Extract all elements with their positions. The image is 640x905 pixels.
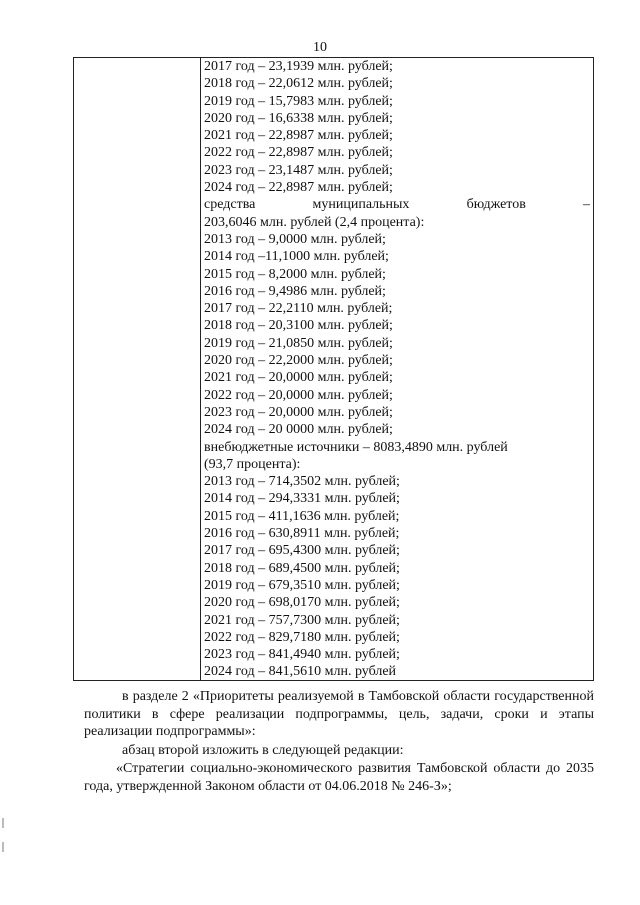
municipal-line: 2024 год – 20 0000 млн. рублей; [204, 422, 393, 438]
municipal-line: 2023 год – 20,0000 млн. рублей; [204, 404, 393, 420]
funding-cell [204, 58, 590, 681]
municipal-line: 2022 год – 20,0000 млн. рублей; [204, 387, 393, 403]
municipal-line: 2018 год – 20,3100 млн. рублей; [204, 318, 393, 334]
extra-budget-line: 2016 год – 630,8911 млн. рублей; [204, 526, 400, 542]
extra-budget-line: 2020 год – 698,0170 млн. рублей; [204, 595, 400, 611]
municipal-heading-word: – [583, 197, 590, 213]
strategy-paragraph: «Стратегии социально-экономического развития Тамбовской области до 2035 года, утвержденной Законом области от 04.06.2018 № 246-З»; [84, 761, 594, 794]
municipal-heading-word: бюджетов [466, 197, 526, 213]
funding-line: 2020 год – 16,6338 млн. рублей; [204, 110, 393, 126]
table-column-divider [200, 58, 201, 680]
funding-line: 2021 год – 22,8987 млн. рублей; [204, 128, 393, 144]
extra-budget-heading: внебюджетные источники – 8083,4890 млн. рублей [204, 439, 508, 455]
scan-margin-mark [2, 842, 4, 852]
section-2-paragraph: в разделе 2 «Приоритеты реализуемой в Тамбовской области государственной политики в сфере реализации подпрограммы, цель, задачи, сроки и этапы реализации подпрограммы»: [84, 689, 594, 739]
funding-line: 2023 год – 23,1487 млн. рублей; [204, 162, 393, 178]
extra-budget-line: 2019 год – 679,3510 млн. рублей; [204, 577, 400, 593]
funding-line: 2018 год – 22,0612 млн. рублей; [204, 76, 393, 92]
municipal-heading-word: муниципальных [312, 197, 410, 213]
extra-budget-line: 2021 год – 757,7300 млн. рублей; [204, 612, 400, 628]
extra-budget-line: 2017 год – 695,4300 млн. рублей; [204, 543, 400, 559]
extra-budget-line: 2024 год – 841,5610 млн. рублей [204, 664, 397, 680]
funding-table [73, 57, 594, 681]
municipal-line: 2019 год – 21,0850 млн. рублей; [204, 335, 393, 351]
extra-budget-line: 2018 год – 689,4500 млн. рублей; [204, 560, 400, 576]
extra-budget-share: (93,7 процента): [204, 456, 301, 472]
municipal-line: 2021 год – 20,0000 млн. рублей; [204, 370, 393, 386]
municipal-total: 203,6046 млн. рублей (2,4 процента): [204, 214, 425, 230]
funding-line: 2017 год – 23,1939 млн. рублей; [204, 59, 393, 74]
extra-budget-line: 2013 год – 714,3502 млн. рублей; [204, 474, 400, 490]
municipal-line: 2015 год – 8,2000 млн. рублей; [204, 266, 386, 282]
funding-line: 2022 год – 22,8987 млн. рублей; [204, 145, 393, 161]
extra-budget-line: 2014 год – 294,3331 млн. рублей; [204, 491, 400, 507]
scan-margin-mark [2, 818, 4, 828]
municipal-line: 2020 год – 22,2000 млн. рублей; [204, 353, 393, 369]
funding-line: 2024 год – 22,8987 млн. рублей; [204, 180, 393, 196]
instruction-paragraph: абзац второй изложить в следующей редакции: [122, 743, 404, 758]
extra-budget-line: 2023 год – 841,4940 млн. рублей; [204, 647, 400, 663]
extra-budget-line: 2022 год – 829,7180 млн. рублей; [204, 629, 400, 645]
municipal-line: 2017 год – 22,2110 млн. рублей; [204, 301, 393, 317]
municipal-line: 2014 год –11,1000 млн. рублей; [204, 249, 389, 265]
municipal-heading-word: средства [204, 197, 256, 213]
page-number: 10 [313, 40, 327, 55]
municipal-line: 2013 год – 9,0000 млн. рублей; [204, 231, 386, 247]
funding-line: 2019 год – 15,7983 млн. рублей; [204, 93, 393, 109]
municipal-heading [204, 196, 590, 213]
extra-budget-line: 2015 год – 411,1636 млн. рублей; [204, 508, 400, 524]
municipal-line: 2016 год – 9,4986 млн. рублей; [204, 283, 386, 299]
